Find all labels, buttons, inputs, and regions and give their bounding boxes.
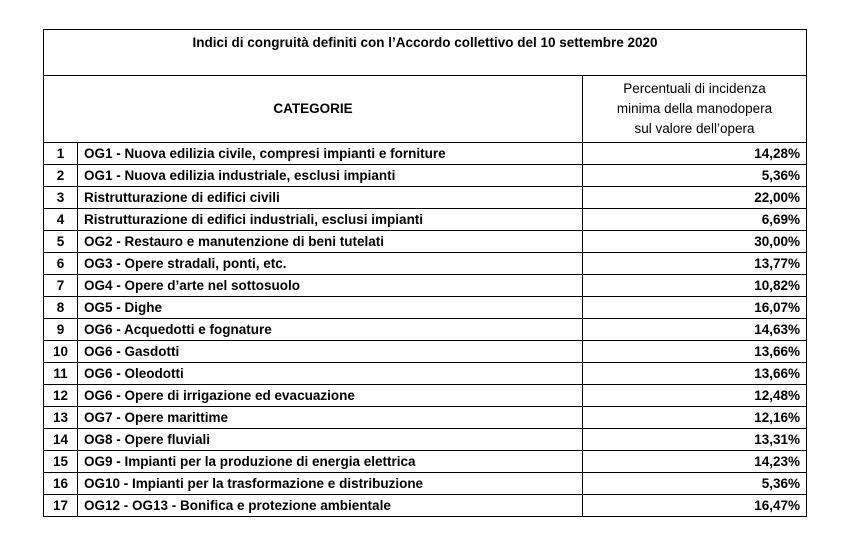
category-name: OG2 - Restauro e manutenzione di beni tutelati xyxy=(78,231,583,253)
row-number: 16 xyxy=(44,473,78,495)
category-name: OG10 - Impianti per la trasformazione e distribuzione xyxy=(78,473,583,495)
row-number: 7 xyxy=(44,275,78,297)
category-name: OG8 - Opere fluviali xyxy=(78,429,583,451)
row-number: 11 xyxy=(44,363,78,385)
row-number: 6 xyxy=(44,253,78,275)
congruity-table-container xyxy=(43,29,806,517)
table-row xyxy=(44,209,807,231)
percentage-value: 30,00% xyxy=(583,231,807,253)
row-number: 10 xyxy=(44,341,78,363)
table-row xyxy=(44,165,807,187)
percentage-value: 12,16% xyxy=(583,407,807,429)
percentage-header-line: minima della manodopera xyxy=(616,101,773,116)
percentage-value: 13,66% xyxy=(583,363,807,385)
title-row xyxy=(44,30,807,76)
percentage-value: 14,63% xyxy=(583,319,807,341)
table-row xyxy=(44,231,807,253)
percentage-value: 14,23% xyxy=(583,451,807,473)
table-row xyxy=(44,341,807,363)
category-header: CATEGORIE xyxy=(44,76,583,143)
percentage-value: 5,36% xyxy=(583,165,807,187)
row-number: 9 xyxy=(44,319,78,341)
percentage-header-line: Percentuali di incidenza xyxy=(623,81,766,96)
category-name: OG6 - Opere di irrigazione ed evacuazione xyxy=(78,385,583,407)
category-name: OG4 - Opere d’arte nel sottosuolo xyxy=(78,275,583,297)
row-number: 17 xyxy=(44,495,78,517)
percentage-value: 13,77% xyxy=(583,253,807,275)
row-number: 15 xyxy=(44,451,78,473)
percentage-value: 13,31% xyxy=(583,429,807,451)
table-row xyxy=(44,407,807,429)
table-row xyxy=(44,385,807,407)
row-number: 5 xyxy=(44,231,78,253)
category-name: OG12 - OG13 - Bonifica e protezione ambientale xyxy=(78,495,583,517)
table-row xyxy=(44,253,807,275)
table-row xyxy=(44,143,807,165)
category-name: OG3 - Opere stradali, ponti, etc. xyxy=(78,253,583,275)
row-number: 13 xyxy=(44,407,78,429)
row-number: 12 xyxy=(44,385,78,407)
table-row xyxy=(44,187,807,209)
category-name: OG1 - Nuova edilizia industriale, esclusi impianti xyxy=(78,165,583,187)
table-row xyxy=(44,297,807,319)
percentage-value: 13,66% xyxy=(583,341,807,363)
category-name: OG5 - Dighe xyxy=(78,297,583,319)
row-number: 4 xyxy=(44,209,78,231)
percentage-value: 16,47% xyxy=(583,495,807,517)
percentage-value: 5,36% xyxy=(583,473,807,495)
table-row xyxy=(44,319,807,341)
percentage-value: 16,07% xyxy=(583,297,807,319)
category-name: OG6 - Acquedotti e fognature xyxy=(78,319,583,341)
table-title: Indici di congruità definiti con l’Accordo collettivo del 10 settembre 2020 xyxy=(44,30,807,76)
header-row xyxy=(44,76,807,143)
row-number: 1 xyxy=(44,143,78,165)
table-row xyxy=(44,451,807,473)
row-number: 2 xyxy=(44,165,78,187)
category-name: Ristrutturazione di edifici industriali, esclusi impianti xyxy=(78,209,583,231)
table-row xyxy=(44,363,807,385)
row-number: 8 xyxy=(44,297,78,319)
category-name: OG9 - Impianti per la produzione di energia elettrica xyxy=(78,451,583,473)
percentage-value: 12,48% xyxy=(583,385,807,407)
row-number: 14 xyxy=(44,429,78,451)
category-name: Ristrutturazione di edifici civili xyxy=(78,187,583,209)
category-name: OG1 - Nuova edilizia civile, compresi impianti e forniture xyxy=(78,143,583,165)
category-name: OG6 - Oleodotti xyxy=(78,363,583,385)
percentage-value: 6,69% xyxy=(583,209,807,231)
percentage-header xyxy=(583,76,807,143)
row-number: 3 xyxy=(44,187,78,209)
table-row xyxy=(44,495,807,517)
percentage-header-line: sul valore dell’opera xyxy=(634,121,755,136)
category-name: OG6 - Gasdotti xyxy=(78,341,583,363)
table-row xyxy=(44,275,807,297)
category-name: OG7 - Opere marittime xyxy=(78,407,583,429)
table-row xyxy=(44,429,807,451)
percentage-value: 14,28% xyxy=(583,143,807,165)
table-row xyxy=(44,473,807,495)
congruity-index-table xyxy=(43,29,807,517)
percentage-value: 10,82% xyxy=(583,275,807,297)
percentage-value: 22,00% xyxy=(583,187,807,209)
